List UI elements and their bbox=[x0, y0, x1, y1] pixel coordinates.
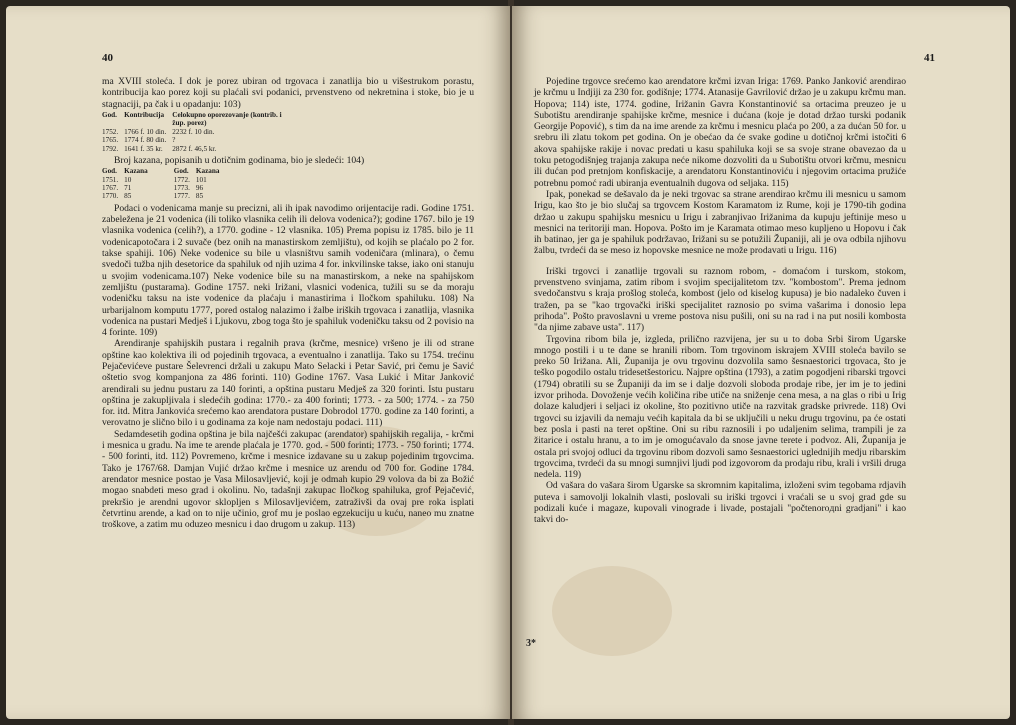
table-cell: 85 bbox=[124, 192, 132, 201]
table-row bbox=[102, 136, 288, 144]
right-page bbox=[512, 6, 1010, 719]
table-cell: 1792. bbox=[102, 144, 119, 153]
table-row bbox=[102, 145, 288, 153]
table-cell: 2232 f. 10 din. bbox=[172, 127, 215, 136]
table-cell: 1773. bbox=[173, 184, 190, 193]
table-header: God. bbox=[102, 110, 117, 119]
table-header: God. bbox=[173, 167, 189, 176]
left-page bbox=[6, 6, 510, 719]
paragraph: Ipak, ponekad se dešavalo da je neki trgovac sa strane arendirao krčmu ili mesnicu u samom Irigu, kao što je bio slučaj sa trgovcem Kostom Karamatom iz Rume, koji je 1790-tih godina držao u zakupu spahijsku mesnicu u Irigu i zabranjivao Irižanima da kupuju jeftinije meso u mesnici na teritoriji man. Hopova. Pošto im je Karamata otimao meso kupljeno u Hopovu i čak ih batinao, jer ga je spahiluk podržavao, Irižani su se potužili Županiji, ali je ova odbila njihovu žalbu, tvrdeći da se meso iz hopovske mesnice ne može prodavati u Irigu. 116) bbox=[534, 188, 906, 257]
paragraph: Broj kazana, popisanih u dotičnim godinama, bio je sledeći: 104) bbox=[114, 154, 365, 166]
table-cell: 1766 f. 10 din. bbox=[124, 127, 167, 136]
table-cell: 1767. bbox=[102, 184, 119, 193]
text-column bbox=[534, 76, 906, 526]
table-header: Celokupno oporezovanje (kontrib. i žup. porez) bbox=[172, 110, 282, 128]
cauldron-table bbox=[102, 167, 225, 201]
table-header-row bbox=[102, 167, 225, 175]
paragraph: Iriški trgovci i zanatlije trgovali su raznom robom, - domaćom i turskom, stokom, prvenstveno svinjama, zatim ribom i svojim specijalitetom tzv. "kombostom". Prema jednom svedočanstvu s kraja prošlog stoleća, kombost (jelo od kiselog kupusa) je bio nadaleko čuven i tražen, pa se "kao trgovački iriški specijalitet raznosio po svima vašarima i donosio lepa prihoda". Pošto pravoslavni u vreme postova nisu pušili, oni su na rad i na put nosili kombosta "da njime zabave usta". 117) bbox=[534, 265, 906, 334]
table-cell: 85 bbox=[195, 192, 204, 201]
table-cell: 1641 f. 35 kr. bbox=[124, 144, 163, 153]
table-row bbox=[102, 192, 225, 200]
table-cell: 1751. bbox=[102, 175, 119, 184]
table-header: Kazana bbox=[195, 167, 220, 176]
page-number: 41 bbox=[924, 52, 935, 64]
table-cell: 1752. bbox=[102, 127, 119, 136]
paragraph: Sedamdesetih godina opština je bila najčešći zakupac (arendator) spahijskih regalija, - krčmi i mesnica u gradu. Na ime te arende plaćala je 1770. god. - 500 forinti; 1773. - 750 forinti; 1774. - 500 forinti, itd. 112) Povremeno, krčme i mesnice izdavane su u zakup pojedinim trgovcima. Tako je 1767/68. Damjan Vujić držao krčme i mesnice uz arendu od 700 for. Godine 1784. arendator mesnice postao je Vasa Milosavljević, koji je odmah kupio 29 volova da bi za Božić mogao snabdeti meso grad i okolinu. No, tadašnji zakupac Iločkog spahiluka, grof Pejačević, prekršio je arendni ugovor sklopljen s Milosavljevićem, zatraživši da ovaj pre roka isplati četvrtinu arende, a kad on to nije učinio, grof mu je poslao egzekuciju u kuću, naneo mu znatne troškove, a zatim mu oduzeo mesnicu i dao drugom u zakup. 113) bbox=[102, 428, 474, 531]
paper-stain bbox=[552, 566, 672, 656]
table-header: God. bbox=[102, 167, 117, 176]
paragraph: Arendiranje spahijskih pustara i regalnih prava (krčme, mesnice) vršeno je ili od strane opštine kao kolektiva ili od pojedinih trgovaca, a eventualno i zanatlija. Tako su 1754. trećinu Pejačevićeve pustare Šelevrenci držali u zakupu Mato Selacki i Petar Savić, pri čemu je Savić oštetio svog kompanjona za 486 forinti. 110) Godine 1767. Vasa Lukić i Mitar Janković arendirali su jednu pustaru za 140 forinti, a opština pustaru Medješ za 320 forinti. Istu pustaru opština je zakupljivala i sledećih godina: 1770.- za 400 forinti; 1773. - za 500; 1774. - za 750 for. itd. Mitra Jankovića srećemo kao arendatora pustare Dobrodol 1770. godine za 140 forinti, a verovatno je slično bilo i u godinama za koje nam nedostaju podaci. 111) bbox=[102, 338, 474, 429]
paragraph: ma XVIII stoleća. I dok je porez ubiran od trgovaca i zanatlija bio u višestrukom porastu, kontribucija kao porez koji su plaćali svi podanici, prvenstveno od nekretnina i stoke, bio je u stagnaciji, pa čak i u opadanju: 103) bbox=[102, 76, 474, 110]
paragraph: Trgovina ribom bila je, izgleda, prilično razvijena, jer su u to doba Srbi širom Ugarske mnogo postili i u te dane se hranili ribom. Tom trgovinom iskrajem XVIII stoleća bavilo se preko 50 Irižana. Ali, Županija je ovu trgovinu dozvolila samo šesnaestorici trgovaca, što je teško pogodilo ostalu tridesetšestoricu. Najpre opština (1793), a zatim pogodjeni ribarski trgovci (1794) obratili su se Županiji da im se i dalje dozvoli sloboda prodaje ribe, jer im je to jedini izvor prihoda. Dovoženje većih količina ribe utiče na sniženje cena mesa, a na glas o ribi u Irig dolaze kaludjeri i seljaci iz okoline, što pozitivno utiče na razvitak gradske privrede. 118) Ovi trgovci su izjavili da nemaju većih kapitala da bi se uključili u neku drugu trgovinu, pa će ostati bez posla i pasti na teret opštine. Oni su ribu raznosili i po udaljenim selima, trampili je za žitarice i ostalu hranu, a to im je omogućavalo da snose javne terete i podvoz. Ali, Županija je ostala pri svojoj odluci da trgovinu ribom dozvoli samo šesnaestorici ugledniјih medju ribarskim trgovcima, tvrdeći da su mnogi sumnjivi ljudi pod izgovorom da prodaju ribu, krali i vršili druga nedela. 119) bbox=[534, 333, 906, 481]
table-cell: ? bbox=[172, 136, 176, 145]
page-number: 40 bbox=[102, 52, 113, 64]
table-cell: 1774 f. 80 din. bbox=[124, 136, 167, 145]
table-row bbox=[102, 184, 225, 192]
paragraph: Od vašara do vašara širom Ugarske sa skromnim kapitalima, izloženi svim tegobama rdjavih puteva i samovolji lokalnih vlasti, poslovali su iriški trgovci i vraćali se u svoj grad gde su podizali kuće i magaze, kupovali vinograde i livade, postajali "počtenoroдni gradjani" i kao takvi do- bbox=[534, 480, 906, 526]
text-column bbox=[102, 76, 474, 530]
table-cell: 1772. bbox=[173, 175, 190, 184]
table-cell: 1770. bbox=[102, 192, 119, 201]
table-row bbox=[102, 176, 225, 184]
table-cell: 1777. bbox=[173, 192, 190, 201]
table-row bbox=[102, 128, 288, 136]
table-cell: 1765. bbox=[102, 136, 119, 145]
table-header-row bbox=[102, 111, 288, 128]
contribution-table bbox=[102, 111, 288, 153]
table-cell: 71 bbox=[124, 184, 132, 193]
signature-mark: 3* bbox=[526, 638, 536, 649]
table-cell: 10 bbox=[124, 175, 132, 184]
table-cell: 101 bbox=[195, 175, 207, 184]
table-header: Kazana bbox=[124, 167, 148, 176]
table-header: Kontribucija bbox=[124, 110, 165, 119]
table-cell: 96 bbox=[195, 184, 204, 193]
paragraph: Pojedine trgovce srećemo kao arendatore krčmi izvan Iriga: 1769. Panko Janković arendirao je krčmu u Indjiji za 230 for. godišnje; 1774. Atanasije Gavrilović držao je u zakupu krčmu man. Hopova; 114) iste, 1774. godine, Irižanin Gavra Konstantinović sa ortacima preuzeo je u Subotištu arendiranje spahijske krčme, mesnice i dućana (koje je dotad držao turski podanik Georgije Popović), s tim da na ime arende za krčmu i mesnicu plaća po 200, a za dućan 50 for. u srebru ili zlatu tokom pet godina. On je obećao da će svake godine u dotičnoj krčmi istočiti 6 akova spahijske rakije i novac predati u kasu spahiluka koji se sa svoje strane obavezao da u toku petogodišnjeg trajanja zakupa neće nikome dozvoliti da u Subotištu otvori krčmu, mesnicu ili dućan pod pretnjom konfiskacije, a arendatoru Konstantinoviću i njegovim ortacima pružiće potrebnu pomoć radi ubiranja eventualnih dugova od seljaka. 115) bbox=[534, 76, 906, 189]
paragraph: Podaci o vodenicama manje su precizni, ali ih ipak navodimo orijentacije radi. Godine 1751. zabeležena je 21 vodenica (ili toliko vlasnika celih ili delova vodenica?); godine 1767. bilo je 19 vlasnika vodenica (celih?), a 1770. godine - 12 vlasnika. 105) Prema popisu iz 1785. bilo je 11 vodenicapotočara i 2 suvače (bez onih na manastirskom zemljištu), od kojih se plaćalo po 2 for. takse spahiji. 106) Neke vodenice su bile u vlasništvu samih vodeničara (mlinara), o čemu svedoči tužba njih desetorice da spahiluk od njih uzima 4 for. inkvilinske takse, iako oni stanuju u svojim vodenicama.107) Neke vodenice bile su na manastirskom, a neke na spahijskom zemljištu (pustarama). Godine 1757. neki Irižani, vlasnici vodenica, tužili su se da moraju vodeničku taksu na iste vodenice da plaćaju i manastirima i Iločkom spahiluku. 108) Na urbarijalnom komputu 1777, pored ostalog nalazimo i žalbe iriških trgovaca i zanatlija, vlasnika vodenica na pustari Medješ i Ljukovu, zbog toga što je spahiluk vodeničku taksu od 2 povisio na 4 forinte. 109) bbox=[102, 202, 474, 339]
table-cell: 2872 f. 46,5 kr. bbox=[172, 144, 217, 153]
